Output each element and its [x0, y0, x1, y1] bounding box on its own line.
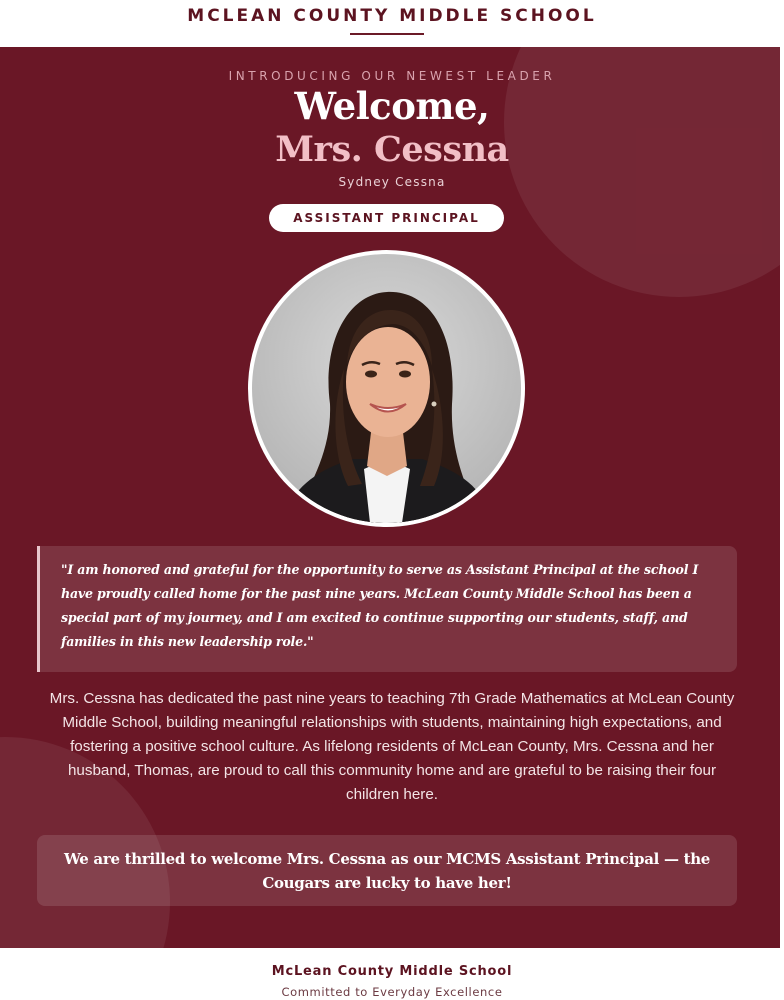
closing-text: We are thrilled to welcome Mrs. Cessna as our MCMS Assistant Principal — the Cougars are lucky to have her!: [63, 850, 711, 892]
welcome-heading: Welcome,: [294, 84, 490, 128]
portrait-photo: [248, 250, 525, 527]
header-underline: [350, 33, 424, 35]
honoree-name: Mrs. Cessna: [275, 129, 509, 170]
announcement-panel: [0, 47, 784, 948]
top-header: [0, 0, 784, 47]
quote-card: [37, 546, 737, 672]
school-name-heading: MCLEAN COUNTY MIDDLE SCHOOL: [187, 6, 597, 26]
footer: [0, 948, 784, 1000]
closing-card: [37, 835, 737, 906]
kicker-text: INTRODUCING OUR NEWEST LEADER: [228, 69, 556, 83]
role-badge: ASSISTANT PRINCIPAL: [269, 204, 504, 232]
portrait-illustration: [252, 254, 521, 523]
footer-school-name: McLean County Middle School: [271, 964, 513, 979]
full-name: Sydney Cessna: [338, 175, 446, 189]
footer-tagline: Committed to Everyday Excellence: [281, 985, 503, 999]
bio-paragraph: Mrs. Cessna has dedicated the past nine years to teaching 7th Grade Mathematics at McLean County Middle School, building meaningful relationships with students, maintaining high expectations, and fostering a positive school culture. As lifelong residents of McLean County, Mrs. Cessna and her husband, Thomas, are proud to call this community home and are grateful to be raising their four children here.: [49, 690, 735, 803]
page-edge: [780, 47, 784, 948]
quote-text: "I am honored and grateful for the opportunity to serve as Assistant Principal at the school I have proudly called home for the past nine years. McLean County Middle School has been a special part of my journey, and I am excited to continue supporting our students, staff, and families in this new leadership role.": [61, 562, 699, 649]
